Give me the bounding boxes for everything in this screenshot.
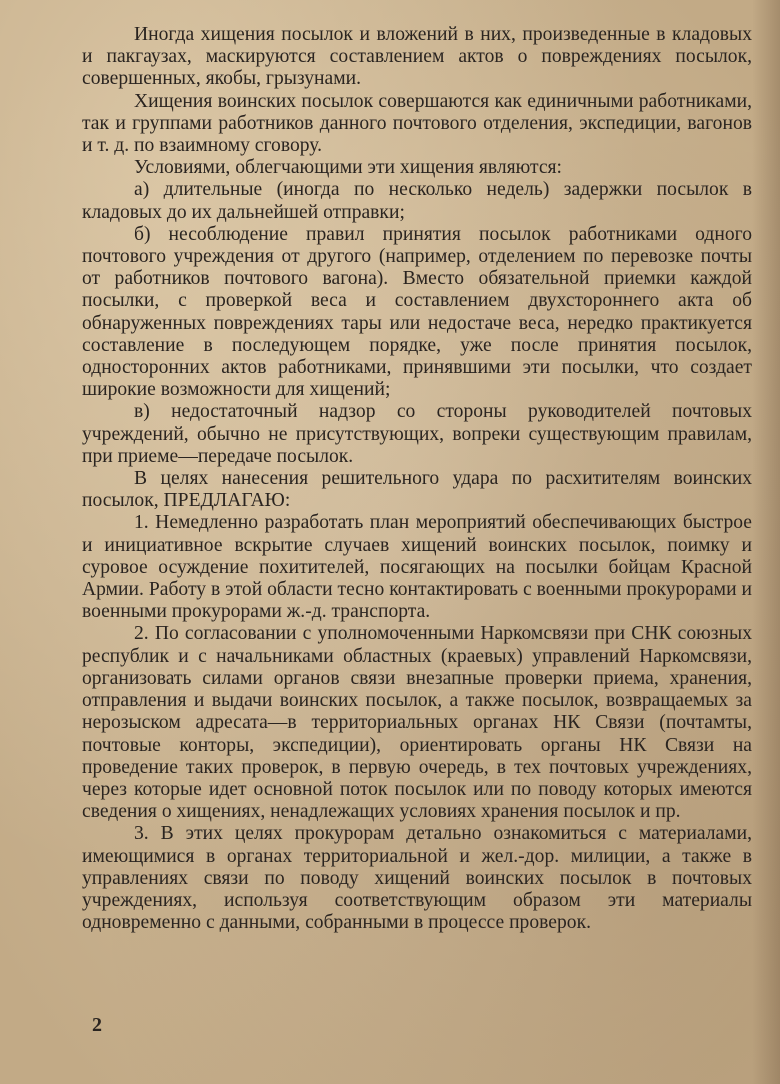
- page-number: 2: [92, 1014, 102, 1036]
- paragraph: Иногда хищения посылок и вложений в них, произведенные в кладовых и пакгаузах, маскируются составлением актов о повреждениях посылок, совершенных, якобы, грызунами.: [82, 24, 752, 90]
- paragraph: б) несоблюдение правил принятия посылок работниками одного почтового учреждения от другого (например, отделением по перевозке почты от работников почтового вагона). Вместо обязательной приемки каждой посылки, с проверкой веса и составлением двухстороннего акта об обнаруженных повреждениях тары или недостаче веса, нередко практикуется составление в последующем порядке, уже после принятия посылок, односторонних актов работниками, принявшими эти посылки, что создает широкие возможности для хищений;: [82, 223, 752, 401]
- paragraph: в) недостаточный надзор со стороны руководителей почтовых учреждений, обычно не присутствующих, вопреки существующим правилам, при приеме—передаче посылок.: [82, 401, 752, 467]
- paragraph: Хищения воинских посылок совершаются как единичными работниками, так и группами работников данного почтового отделения, экспедиции, вагонов и т. д. по взаимному сговору.: [82, 90, 752, 157]
- page-edge-shadow: [752, 0, 780, 1084]
- paragraph: 3. В этих целях прокурорам детально ознакомиться с материалами, имеющимися в органах территориальной и жел.-дор. милиции, а также в управлениях связи по поводу хищений воинских посылок в почтовых учреждениях, используя соответствующим образом эти материалы одновременно с данными, собранными в процессе проверок.: [82, 823, 752, 934]
- paragraph: В целях нанесения решительного удара по расхитителям воинских посылок, ПРЕДЛАГАЮ:: [82, 468, 752, 512]
- paragraph: 1. Немедленно разработать план мероприятий обеспечивающих быстрое и инициативное вскрытие случаев хищений воинских посылок, поимку и суровое осуждение похитителей, посягающих на посылки бойцам Красной Армии. Работу в этой области тесно контактировать с военными прокурорами и военными прокурорами ж.-д. транспорта.: [82, 512, 752, 623]
- paragraph: 2. По согласовании с уполномоченными Наркомсвязи при СНК союзных республик и с начальниками областных (краевых) управлений Наркомсвязи, организовать силами органов связи внезапные проверки приема, хранения, отправления и выдачи воинских посылок, а также посылок, возвращаемых за нерозыском адресата—в территориальных органах НК Связи (почтамты, почтовые конторы, экспедиции), ориентировать органы НК Связи на проведение таких проверок, в первую очередь, в тех почтовых учреждениях, через которые идет основной поток посылок или по поводу которых имеются сведения о хищениях, ненадлежащих условиях хранения посылок и пр.: [82, 623, 752, 823]
- paragraph: Условиями, облегчающими эти хищения являются:: [134, 157, 562, 179]
- paragraph: а) длительные (иногда по несколько недель) задержки посылок в кладовых до их дальнейшей отправки;: [82, 179, 752, 223]
- body-text: [82, 24, 752, 934]
